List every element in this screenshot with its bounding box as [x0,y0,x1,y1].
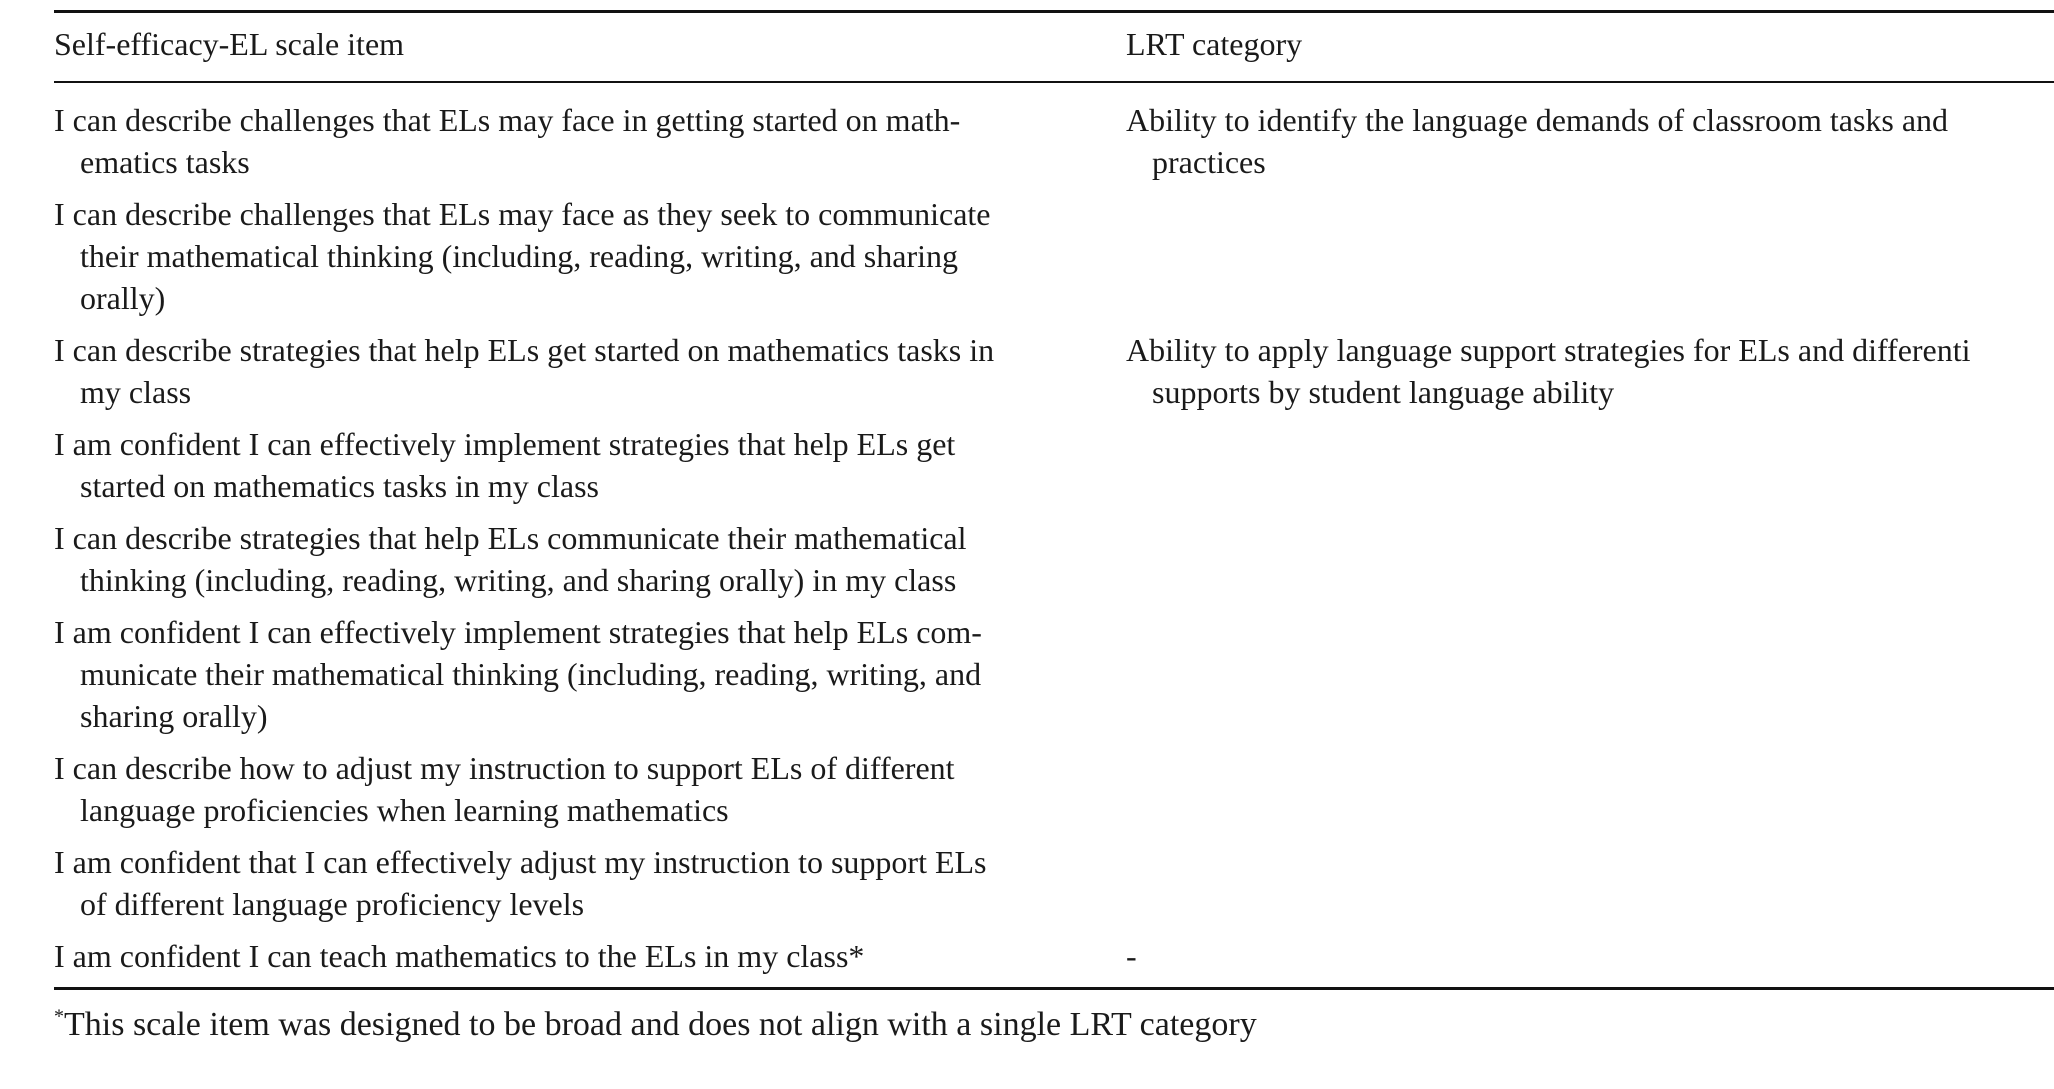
scale-item-line: thinking (including, reading, writing, and sharing orally) in my class [80,562,957,598]
scale-item-line: I can describe how to adjust my instruction to support ELs of different [54,750,955,786]
table-row [54,747,2054,831]
scale-item-line: I can describe challenges that ELs may face in getting started on math- [54,102,961,138]
scale-item-line: I am confident that I can effectively adjust my instruction to support ELs [54,844,987,880]
footnote-marker: * [54,1005,64,1028]
scale-item-cell [54,611,1126,737]
scale-item-cell [54,423,1126,507]
scale-item-line: started on mathematics tasks in my class [80,468,599,504]
scale-item-line: I am confident I can effectively implement strategies that help ELs get [54,426,956,462]
scale-item-cell [54,99,1126,183]
scale-item-line: of different language proficiency levels [80,886,585,922]
scale-item-line: I can describe strategies that help ELs get started on mathematics tasks in [54,332,995,368]
table-row [54,423,2054,507]
scale-item-line: their mathematical thinking (including, reading, writing, and sharing [80,238,958,274]
lrt-category-line: practices [1152,144,1266,180]
scale-item-cell [54,747,1126,831]
scale-items-table [54,10,2054,990]
table-row [54,193,2054,319]
lrt-category-cell [1126,99,2054,183]
table-body [54,83,2054,977]
table-bottom-rule [54,987,2054,990]
table-footnote [54,1003,1257,1047]
header-lrt-category: LRT category [1126,26,1303,62]
scale-item-cell [54,193,1126,319]
scale-item-line: I can describe challenges that ELs may face as they seek to communicate [54,196,991,232]
scale-item-line: my class [80,374,192,410]
lrt-category-line: supports by student language ability [1152,374,1615,410]
scale-item-line: I can describe strategies that help ELs communicate their mathematical [54,520,967,556]
lrt-category-cell [1126,935,2054,977]
table-row [54,99,2054,183]
table-row [54,841,2054,925]
table-row [54,611,2054,737]
lrt-category-line: - [1126,938,1137,974]
scale-item-line: orally) [80,280,166,316]
header-scale-item: Self-efficacy-EL scale item [54,26,405,62]
scale-item-line: sharing orally) [80,698,268,734]
scale-item-line: I am confident I can teach mathematics to the ELs in my class* [54,938,865,974]
table-header-row [54,13,2054,65]
lrt-category-cell [1126,329,2054,413]
lrt-category-line: Ability to apply language support strategies for ELs and differenti [1126,332,1971,368]
scale-item-cell [54,329,1126,413]
table-row [54,517,2054,601]
scale-item-line: municate their mathematical thinking (including, reading, writing, and [80,656,982,692]
scale-item-line: ematics tasks [80,144,250,180]
scale-item-cell [54,517,1126,601]
footnote-text: This scale item was designed to be broad and does not align with a single LRT category [64,1006,1257,1043]
scale-item-cell [54,841,1126,925]
scale-item-line: language proficiencies when learning mathematics [80,792,729,828]
scale-item-cell [54,935,1126,977]
scale-item-line: I am confident I can effectively implement strategies that help ELs com- [54,614,982,650]
lrt-category-line: Ability to identify the language demands of classroom tasks and [1126,102,1949,138]
table-row [54,935,2054,977]
table-row [54,329,2054,413]
